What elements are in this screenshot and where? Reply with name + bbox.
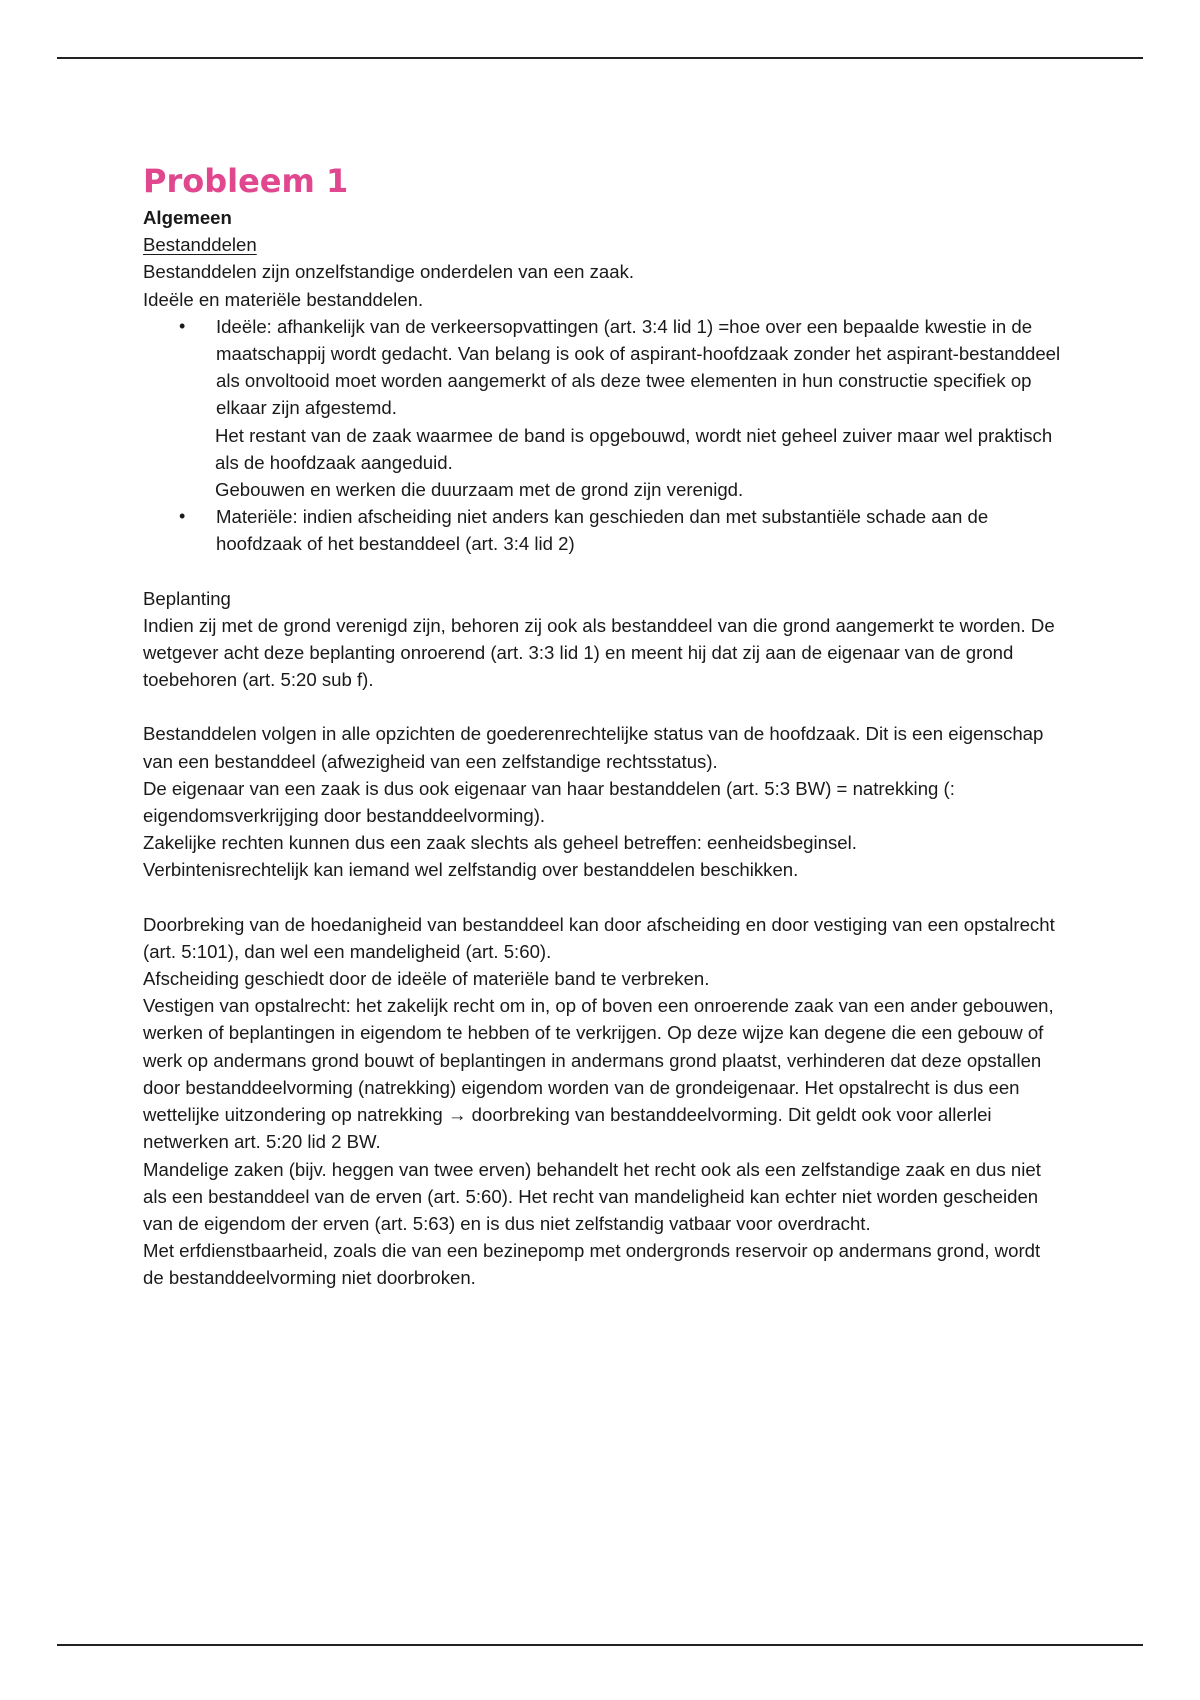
bestanddelen-list-2: [143, 503, 1063, 557]
status-line-3: Zakelijke rechten kunnen dus een zaak slechts als geheel betreffen: eenheidsbeginsel.: [143, 832, 857, 854]
status-line-2: De eigenaar van een zaak is dus ook eigenaar van haar bestanddelen (art. 5:3 BW) = natrekking (: eigendomsverkrijging door bestanddeelvorming).: [143, 777, 955, 827]
status-line-1: Bestanddelen volgen in alle opzichten de goederenrechtelijke status van de hoofdzaak. Dit is een eigenschap van een bestanddeel (afwezigheid van een zelfstandige rechtsstatus).: [143, 723, 1044, 772]
doorbreking-line-1: Doorbreking van de hoedanigheid van bestanddeel kan door afscheiding en door vestiging van een opstalrecht (art. 5:101), dan wel een mandeligheid (art. 5:60).: [143, 913, 1055, 962]
spacer: [143, 558, 1063, 585]
heading-algemeen: Algemeen: [143, 207, 232, 228]
ideele-note-2: Gebouwen en werken die duurzaam met de grond zijn verenigd.: [215, 479, 744, 501]
header-rule: [57, 57, 1143, 59]
doorbreking-line-5: Met erfdienstbaarheid, zoals die van een bezinepomp met ondergronds reservoir op andermans grond, wordt de bestanddeelvorming niet doorbroken.: [143, 1240, 1041, 1289]
page-title: Probleem 1: [143, 162, 349, 200]
footer-rule: [57, 1644, 1143, 1646]
intro-line-1: Bestanddelen zijn onzelfstandige onderdelen van een zaak.: [143, 261, 635, 283]
doorbreking-line-4: Mandelige zaken (bijv. heggen van twee erven) behandelt het recht ook als een zelfstandige zaak en dus niet als een bestanddeel van de erven (art. 5:60). Het recht van mandeligheid kan echter niet worden gescheiden van de eigendom der erven (art. 5:63) en is dus niet zelfstandig vatbaar voor overdracht.: [143, 1158, 1041, 1234]
heading-beplanting: Beplanting: [143, 587, 231, 609]
list-item-materiele: [143, 503, 1063, 557]
materiele-text: Materiële: indien afscheiding niet anders kan geschieden dan met substantiële schade aan de hoofdzaak of het bestanddeel (art. 3:4 lid 2): [216, 506, 989, 555]
beplanting-paragraph: Indien zij met de grond verenigd zijn, behoren zij ook als bestanddeel van die grond aangemerkt te worden. De wetgever acht deze beplanting onroerend (art. 3:3 lid 1) en meent hij dat zij aan de eigenaar van de grond toebehoren (art. 5:20 sub f).: [143, 614, 1055, 691]
heading-bestanddelen: Bestanddelen: [143, 234, 257, 256]
spacer: [143, 884, 1063, 911]
bestanddelen-list: [143, 313, 1063, 422]
list-item-ideele: [143, 313, 1063, 422]
ideele-text: Ideële: afhankelijk van de verkeersopvattingen (art. 3:4 lid 1) =hoe over een bepaalde kwestie in de maatschappij wordt gedacht. Van belang is ook of aspirant-hoofdzaak zonder het aspirant-bestanddeel als onvoltooid moet worden aangemerkt of als deze twee elementen in hun constructie specifiek op elkaar zijn afgestemd.: [216, 315, 1061, 419]
doorbreking-line-3: Vestigen van opstalrecht: het zakelijk recht om in, op of boven een onroerende zaak van een ander gebouwen, werken of beplantingen in eigendom te hebben of te verkrijgen. Op deze wijze kan degene die een gebouw of werk op andermans grond bouwt of beplantingen in andermans grond plaatst, verhinderen dat deze opstallen door bestanddeelvorming (natrekking) eigendom worden van de grondeigenaar. Het opstalrecht is dus een wettelijke uitzondering op natrekking → doorbreking van bestanddeelvorming. Dit geldt ook voor allerlei netwerken art. 5:20 lid 2 BW.: [143, 995, 1054, 1153]
spacer: [143, 693, 1063, 720]
intro-line-2: Ideële en materiële bestanddelen.: [143, 288, 424, 310]
status-line-4: Verbintenisrechtelijk kan iemand wel zelfstandig over bestanddelen beschikken.: [143, 859, 799, 881]
doorbreking-line-2: Afscheiding geschiedt door de ideële of materiële band te verbreken.: [143, 968, 710, 990]
ideele-note-1: Het restant van de zaak waarmee de band is opgebouwd, wordt niet geheel zuiver maar wel praktisch als de hoofdzaak aangeduid.: [215, 424, 1053, 473]
document-body: [143, 162, 1063, 1292]
